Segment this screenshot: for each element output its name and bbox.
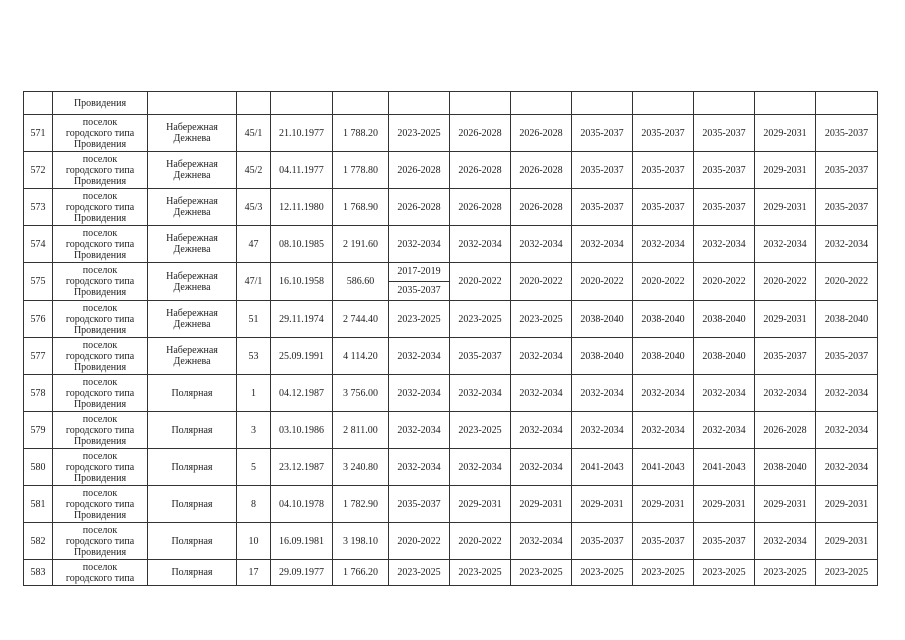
cell-period: 2035-2037: [633, 115, 694, 152]
cell-locality: поселок городского типа Провидения: [53, 301, 148, 338]
cell-street: Набережная Дежнева: [148, 338, 237, 375]
cell-period: 2035-2037: [572, 189, 633, 226]
cell-period: 2032-2034: [450, 226, 511, 263]
housing-repair-schedule-table: [23, 91, 878, 586]
cell-area: 3 198.10: [333, 523, 389, 560]
cell-street: Набережная Дежнева: [148, 263, 237, 301]
cell-period: 2032-2034: [633, 412, 694, 449]
cell-period: 2029-2031: [694, 486, 755, 523]
cell-period: 2032-2034: [572, 412, 633, 449]
table-row: [24, 449, 878, 486]
cell-period: 2035-2037: [694, 523, 755, 560]
cell-period: 2035-2037: [633, 189, 694, 226]
table-row: [24, 92, 878, 115]
cell-period: 2035-2037: [816, 338, 878, 375]
cell-period: 2032-2034: [755, 226, 816, 263]
cell-period: 2032-2034: [389, 375, 450, 412]
cell-house: 51: [237, 301, 271, 338]
cell-period: 2023-2025: [450, 412, 511, 449]
cell-locality: поселок городского типа Провидения: [53, 338, 148, 375]
cell-house: 45/3: [237, 189, 271, 226]
cell-period: 2029-2031: [450, 486, 511, 523]
cell-period: 2032-2034: [633, 226, 694, 263]
cell-period: 2032-2034: [572, 375, 633, 412]
cell-period: 2026-2028: [389, 152, 450, 189]
cell-date: 03.10.1986: [271, 412, 333, 449]
cell-period: 2032-2034: [511, 338, 572, 375]
cell-period: 2029-2031: [755, 189, 816, 226]
cell-house: [237, 92, 271, 115]
cell-period: 2032-2034: [511, 375, 572, 412]
cell-street: Набережная Дежнева: [148, 301, 237, 338]
cell-period: 2029-2031: [816, 523, 878, 560]
table-row: [24, 115, 878, 152]
cell-street: Набережная Дежнева: [148, 152, 237, 189]
cell-period: 2035-2037: [450, 338, 511, 375]
cell-period: 2020-2022: [694, 263, 755, 301]
cell-period: 2032-2034: [755, 523, 816, 560]
cell-period: 2032-2034: [755, 375, 816, 412]
cell-period: 2035-2037: [389, 486, 450, 523]
cell-house: 5: [237, 449, 271, 486]
cell-period: 2023-2025: [511, 560, 572, 586]
cell-period: 2032-2034: [389, 338, 450, 375]
cell-locality: поселок городского типа Провидения: [53, 263, 148, 301]
cell-period: 2038-2040: [755, 449, 816, 486]
cell-locality: поселок городского типа Провидения: [53, 152, 148, 189]
cell-house: 10: [237, 523, 271, 560]
cell-period: 2023-2025: [389, 115, 450, 152]
cell-locality: Провидения: [53, 92, 148, 115]
cell-date: 04.11.1977: [271, 152, 333, 189]
cell-area: 2 191.60: [333, 226, 389, 263]
cell-period: 2041-2043: [633, 449, 694, 486]
cell-period: 2029-2031: [572, 486, 633, 523]
cell-area: 1 788.20: [333, 115, 389, 152]
cell-period: 2038-2040: [633, 338, 694, 375]
table-row: [24, 301, 878, 338]
cell-period: 2032-2034: [572, 226, 633, 263]
cell-number: 580: [24, 449, 53, 486]
cell-period-split: [389, 263, 450, 301]
cell-period: 2035-2037: [572, 152, 633, 189]
cell-period: 2023-2025: [450, 560, 511, 586]
cell-period: [511, 92, 572, 115]
cell-period: 2029-2031: [755, 486, 816, 523]
cell-number: 572: [24, 152, 53, 189]
cell-number: 582: [24, 523, 53, 560]
cell-date: 16.09.1981: [271, 523, 333, 560]
cell-street: Полярная: [148, 560, 237, 586]
cell-period: 2035-2037: [694, 115, 755, 152]
cell-period: 2035-2037: [755, 338, 816, 375]
cell-locality: поселок городского типа Провидения: [53, 226, 148, 263]
cell-house: 8: [237, 486, 271, 523]
table-row: [24, 486, 878, 523]
cell-house: 1: [237, 375, 271, 412]
cell-date: 29.11.1974: [271, 301, 333, 338]
cell-period: [816, 92, 878, 115]
cell-period: 2035-2037: [816, 115, 878, 152]
cell-locality: поселок городского типа Провидения: [53, 412, 148, 449]
cell-area: 2 811.00: [333, 412, 389, 449]
cell-number: 579: [24, 412, 53, 449]
cell-area: 4 114.20: [333, 338, 389, 375]
cell-period: 2023-2025: [450, 301, 511, 338]
cell-date: 29.09.1977: [271, 560, 333, 586]
cell-period: 2023-2025: [389, 560, 450, 586]
cell-street: Набережная Дежнева: [148, 226, 237, 263]
cell-number: 583: [24, 560, 53, 586]
cell-period: 2023-2025: [755, 560, 816, 586]
cell-period: 2035-2037: [572, 523, 633, 560]
cell-locality: поселок городского типа Провидения: [53, 115, 148, 152]
cell-number: 577: [24, 338, 53, 375]
cell-period: 2032-2034: [816, 449, 878, 486]
cell-period: [450, 92, 511, 115]
cell-area: 2 744.40: [333, 301, 389, 338]
table-row: [24, 263, 878, 301]
cell-period-sub: 2017-2019: [397, 266, 441, 277]
table-row: [24, 189, 878, 226]
cell-locality: поселок городского типа: [53, 560, 148, 586]
cell-period: 2026-2028: [755, 412, 816, 449]
cell-period: 2032-2034: [389, 226, 450, 263]
cell-period: 2020-2022: [633, 263, 694, 301]
cell-period: 2032-2034: [816, 412, 878, 449]
cell-street: Полярная: [148, 523, 237, 560]
cell-period: 2026-2028: [450, 152, 511, 189]
cell-period: 2038-2040: [633, 301, 694, 338]
cell-street: Полярная: [148, 486, 237, 523]
cell-period: 2032-2034: [511, 523, 572, 560]
cell-period: 2038-2040: [816, 301, 878, 338]
cell-period: 2029-2031: [755, 152, 816, 189]
table-row: [24, 226, 878, 263]
table-row: [24, 338, 878, 375]
cell-period: 2032-2034: [511, 226, 572, 263]
cell-period: 2032-2034: [389, 449, 450, 486]
cell-house: 53: [237, 338, 271, 375]
cell-period: 2041-2043: [572, 449, 633, 486]
cell-street: Полярная: [148, 412, 237, 449]
cell-period: 2029-2031: [755, 115, 816, 152]
cell-area: 1 782.90: [333, 486, 389, 523]
cell-locality: поселок городского типа Провидения: [53, 486, 148, 523]
cell-area: 1 766.20: [333, 560, 389, 586]
cell-period: [389, 92, 450, 115]
cell-number: 573: [24, 189, 53, 226]
cell-period: 2020-2022: [572, 263, 633, 301]
cell-locality: поселок городского типа Провидения: [53, 375, 148, 412]
cell-period: 2035-2037: [572, 115, 633, 152]
table-row: [24, 523, 878, 560]
cell-period: 2026-2028: [389, 189, 450, 226]
cell-period: 2032-2034: [450, 449, 511, 486]
cell-period: 2020-2022: [755, 263, 816, 301]
cell-period: 2023-2025: [389, 301, 450, 338]
cell-period: 2023-2025: [816, 560, 878, 586]
cell-house: 47: [237, 226, 271, 263]
cell-period: 2038-2040: [572, 301, 633, 338]
cell-period: 2026-2028: [511, 115, 572, 152]
table-row: [24, 560, 878, 586]
cell-period: 2032-2034: [511, 449, 572, 486]
table-row: [24, 412, 878, 449]
cell-period: 2020-2022: [450, 523, 511, 560]
cell-locality: поселок городского типа Провидения: [53, 449, 148, 486]
cell-period: 2032-2034: [450, 375, 511, 412]
cell-period: 2035-2037: [694, 152, 755, 189]
cell-house: 47/1: [237, 263, 271, 301]
cell-period: 2041-2043: [694, 449, 755, 486]
cell-period: 2035-2037: [633, 523, 694, 560]
cell-period: 2029-2031: [511, 486, 572, 523]
cell-date: 12.11.1980: [271, 189, 333, 226]
cell-period: 2032-2034: [633, 375, 694, 412]
cell-period: 2032-2034: [389, 412, 450, 449]
cell-number: [24, 92, 53, 115]
cell-period: 2035-2037: [694, 189, 755, 226]
cell-period: [694, 92, 755, 115]
cell-area: 586.60: [333, 263, 389, 301]
cell-period: 2032-2034: [694, 375, 755, 412]
cell-number: 581: [24, 486, 53, 523]
cell-number: 571: [24, 115, 53, 152]
cell-period: [755, 92, 816, 115]
cell-date: 21.10.1977: [271, 115, 333, 152]
cell-period: 2023-2025: [633, 560, 694, 586]
cell-locality: поселок городского типа Провидения: [53, 189, 148, 226]
cell-street: Набережная Дежнева: [148, 115, 237, 152]
cell-number: 576: [24, 301, 53, 338]
cell-date: 08.10.1985: [271, 226, 333, 263]
cell-period: 2032-2034: [694, 412, 755, 449]
cell-street: [148, 92, 237, 115]
cell-period: 2026-2028: [511, 189, 572, 226]
cell-period: 2032-2034: [511, 412, 572, 449]
cell-house: 3: [237, 412, 271, 449]
cell-period: 2020-2022: [450, 263, 511, 301]
cell-number: 578: [24, 375, 53, 412]
cell-date: 04.10.1978: [271, 486, 333, 523]
cell-period: 2032-2034: [694, 226, 755, 263]
cell-period: 2035-2037: [633, 152, 694, 189]
cell-period: 2038-2040: [572, 338, 633, 375]
cell-date: 23.12.1987: [271, 449, 333, 486]
cell-period-sub: 2035-2037: [389, 281, 449, 300]
cell-area: [333, 92, 389, 115]
cell-period: 2038-2040: [694, 338, 755, 375]
cell-period: 2020-2022: [389, 523, 450, 560]
cell-area: 3 756.00: [333, 375, 389, 412]
cell-area: 1 778.80: [333, 152, 389, 189]
cell-period: 2035-2037: [816, 189, 878, 226]
cell-period: 2026-2028: [511, 152, 572, 189]
cell-period: 2032-2034: [816, 375, 878, 412]
cell-period: 2026-2028: [450, 189, 511, 226]
cell-period: 2029-2031: [633, 486, 694, 523]
cell-number: 575: [24, 263, 53, 301]
cell-date: [271, 92, 333, 115]
cell-house: 45/2: [237, 152, 271, 189]
cell-street: Набережная Дежнева: [148, 189, 237, 226]
cell-date: 25.09.1991: [271, 338, 333, 375]
cell-house: 45/1: [237, 115, 271, 152]
cell-period: 2020-2022: [511, 263, 572, 301]
cell-area: 3 240.80: [333, 449, 389, 486]
cell-period: 2023-2025: [511, 301, 572, 338]
cell-period: 2035-2037: [816, 152, 878, 189]
cell-house: 17: [237, 560, 271, 586]
cell-period: 2029-2031: [816, 486, 878, 523]
cell-date: 04.12.1987: [271, 375, 333, 412]
cell-number: 574: [24, 226, 53, 263]
cell-period: 2029-2031: [755, 301, 816, 338]
cell-locality: поселок городского типа Провидения: [53, 523, 148, 560]
cell-period: [633, 92, 694, 115]
table-row: [24, 375, 878, 412]
cell-street: Полярная: [148, 449, 237, 486]
cell-period: 2023-2025: [572, 560, 633, 586]
cell-period: 2026-2028: [450, 115, 511, 152]
cell-period: 2038-2040: [694, 301, 755, 338]
cell-period: 2032-2034: [816, 226, 878, 263]
cell-date: 16.10.1958: [271, 263, 333, 301]
cell-period: 2023-2025: [694, 560, 755, 586]
table-row: [24, 152, 878, 189]
cell-period: [572, 92, 633, 115]
cell-street: Полярная: [148, 375, 237, 412]
cell-period: 2020-2022: [816, 263, 878, 301]
cell-area: 1 768.90: [333, 189, 389, 226]
